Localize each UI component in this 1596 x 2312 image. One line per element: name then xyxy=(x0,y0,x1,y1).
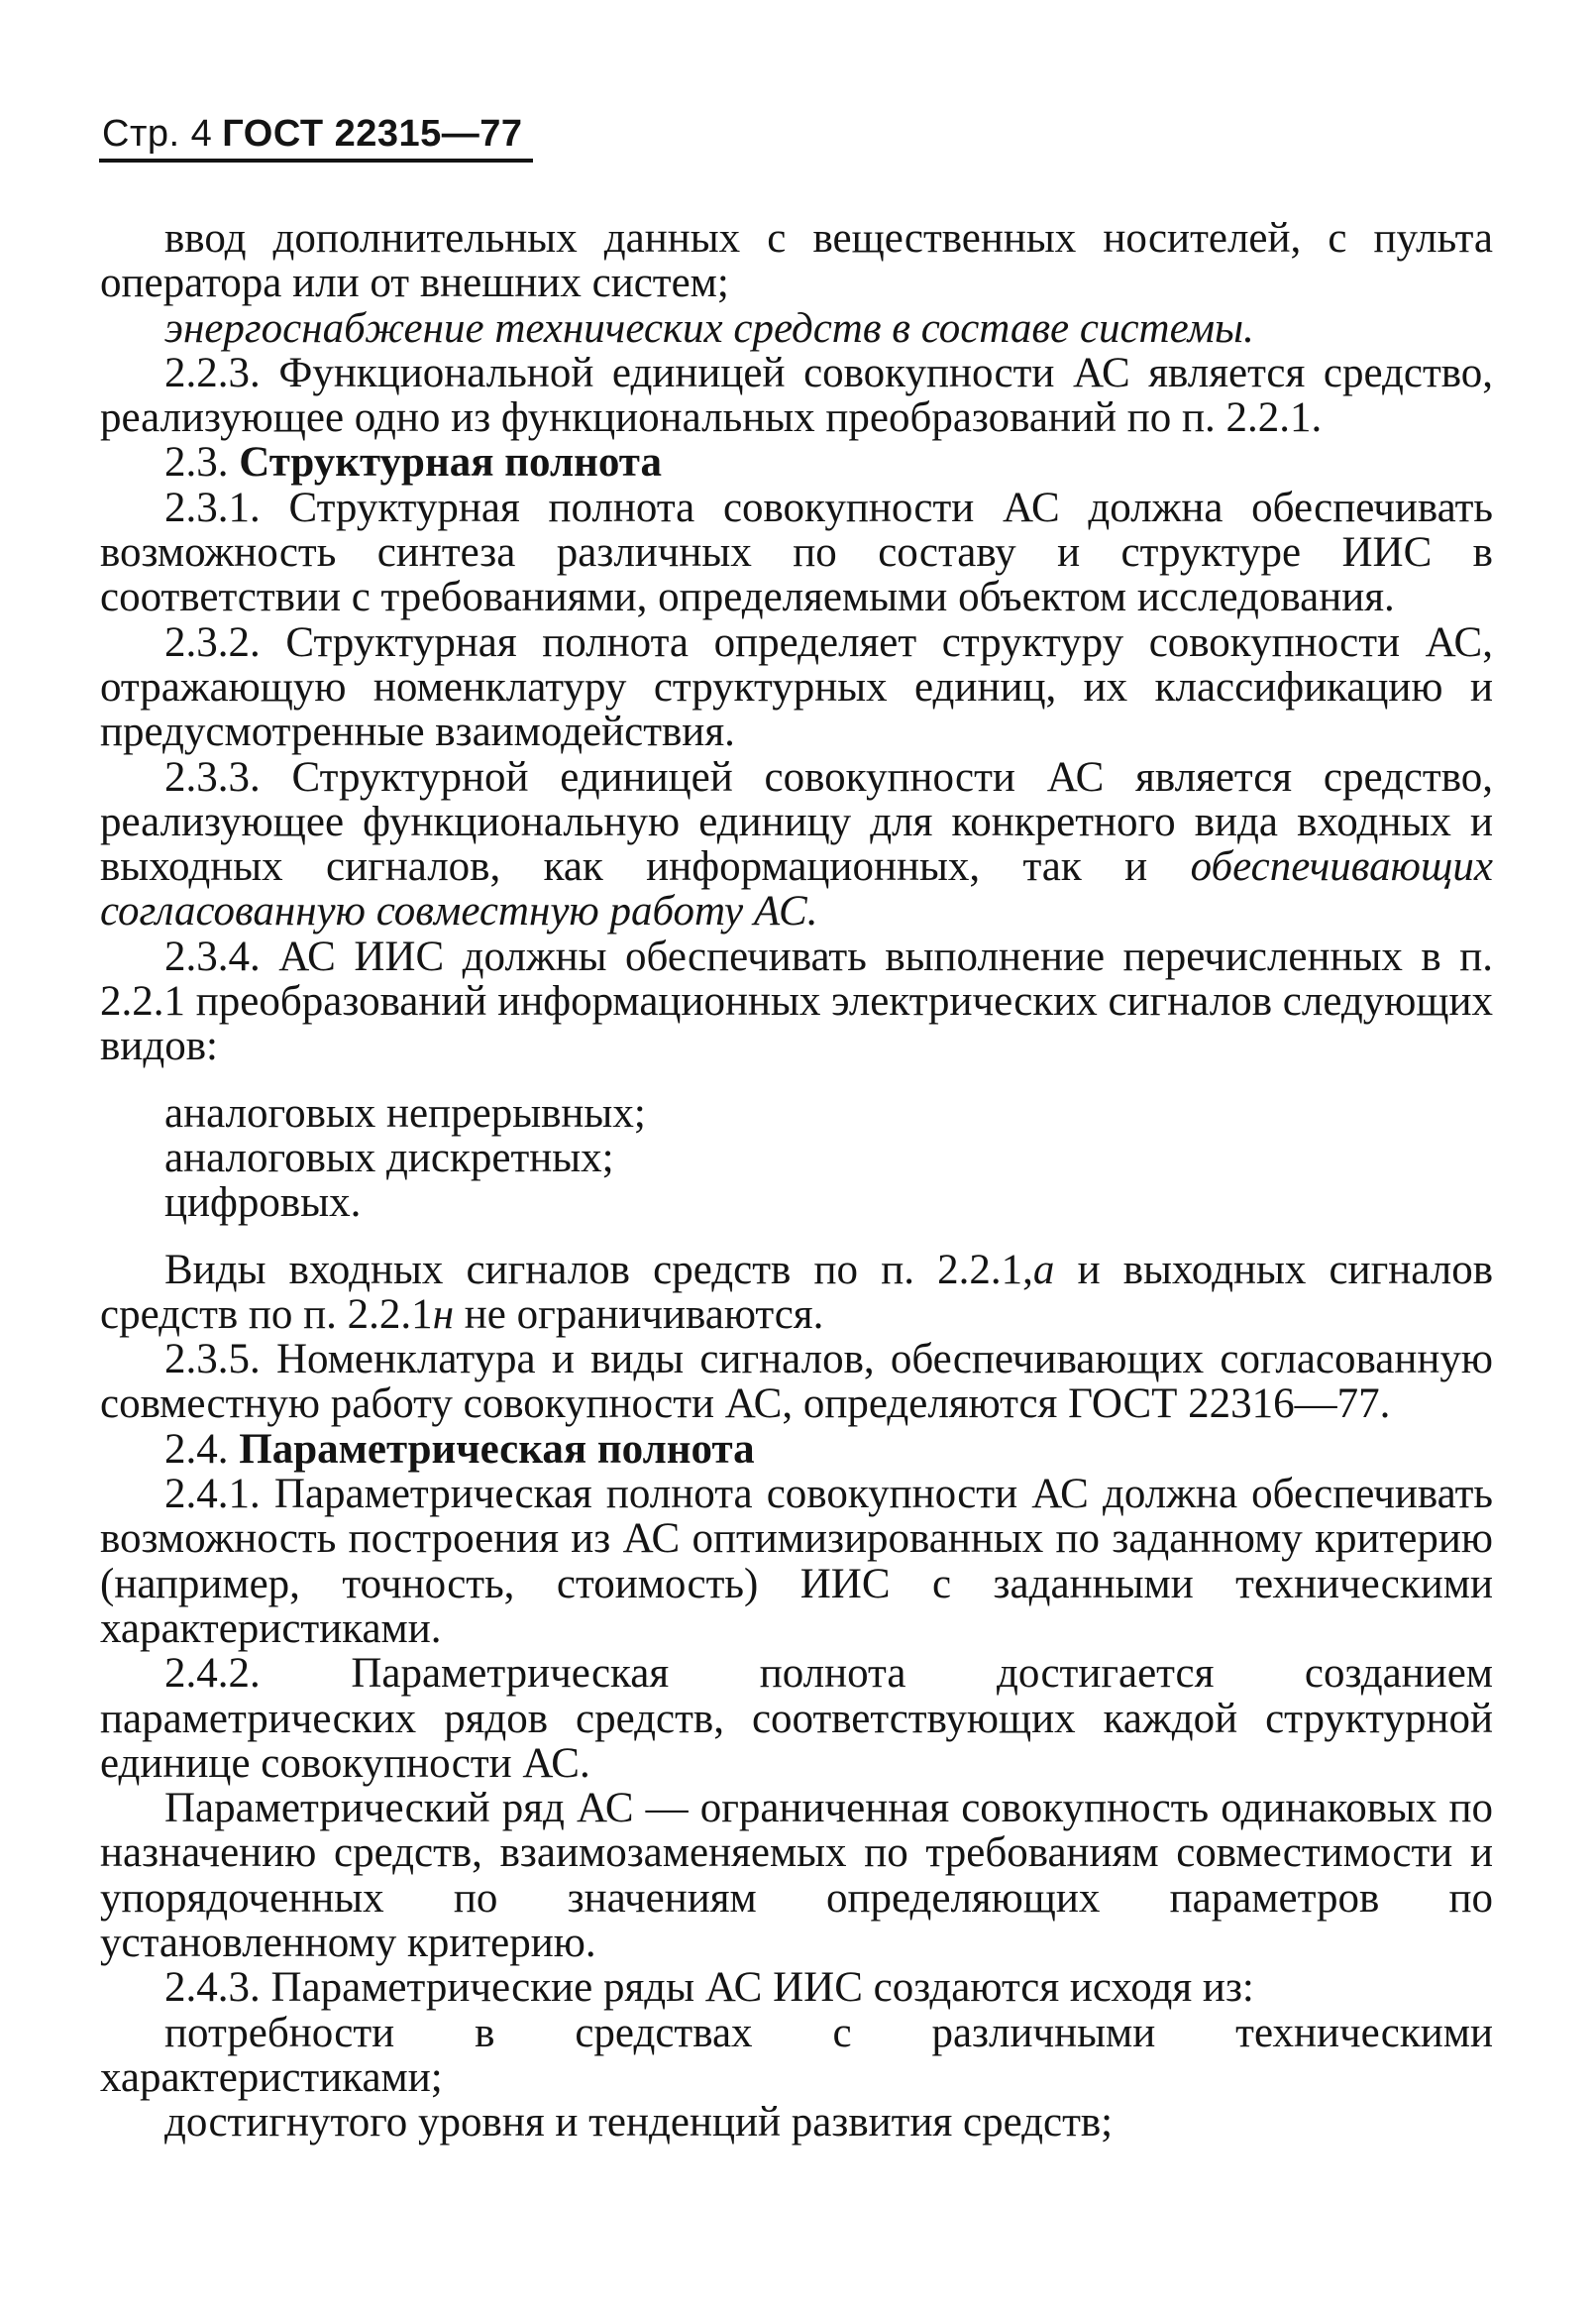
clause-2-3-3-italic-text: обеспечивающих согласованную совместную работу АС. xyxy=(100,843,1494,936)
signal-types-note xyxy=(100,1248,1493,1338)
section-number: 2.4. xyxy=(164,1425,229,1473)
paragraph-p17: достигнутого уровня и тенденций развития средств; xyxy=(164,2099,1114,2147)
paragraph-p2: энергоснабжение технических средств в составе системы. xyxy=(164,304,1254,352)
list-item: цифровых. xyxy=(164,1179,362,1227)
list-item: аналоговых непрерывных; xyxy=(164,1089,646,1137)
paragraph-p1: ввод дополнительных данных с вещественных носителей, с пульта оператора или от внешних систем; xyxy=(100,215,1493,307)
page-header xyxy=(102,111,523,157)
header-rule xyxy=(99,159,533,163)
clause-2-2-3: 2.2.3. Функциональной единицей совокупности АС является средство, реализующее одно из функциональных преобразований по п. 2.2.1. xyxy=(100,349,1493,442)
note-italic-letter-a: а xyxy=(1032,1246,1055,1293)
definition-paragraph: Параметрический ряд АС — ограниченная совокупность одинаковых по назначению средств, взаимозаменяемых по требованиям совместимости и упорядоченных по значениям определяющих параметров по установленному критерию. xyxy=(100,1785,1493,1966)
section-title: Параметрическая полнота xyxy=(239,1425,755,1473)
clause-2-3-1: 2.3.1. Структурная полнота совокупности АС должна обеспечивать возможность синтеза различных по составу и структуре ИИС в соответствии с требованиями, определяемыми объектом исследования. xyxy=(100,484,1493,621)
note-text: не ограничиваются. xyxy=(454,1290,824,1338)
clause-2-4-1: 2.4.1. Параметрическая полнота совокупности АС должна обеспечивать возможность построения из АС оптимизированных по заданному критерию (например, точность, стоимость) ИИС с заданными техническими характеристиками. xyxy=(100,1471,1493,1652)
section-heading-2-3 xyxy=(100,440,1493,485)
clause-2-4-3: 2.4.3. Параметрические ряды АС ИИС создаются исходя из: xyxy=(164,1964,1254,2012)
section-number: 2.3. xyxy=(164,439,229,487)
clause-2-3-4: 2.3.4. АС ИИС должны обеспечивать выполнение перечисленных в п. 2.2.1 преобразований информационных электрических сигналов следующих видов: xyxy=(100,933,1493,1070)
clause-2-3-5: 2.3.5. Номенклатура и виды сигналов, обеспечивающих согласованную совместную работу совокупности АС, определяются ГОСТ 22316—77. xyxy=(100,1336,1493,1428)
list-item: аналоговых дискретных; xyxy=(164,1134,614,1181)
section-heading-2-4 xyxy=(100,1427,1493,1472)
document-body xyxy=(100,216,1493,2145)
note-text: и выходных сигналов средств по п. 2.2.1 xyxy=(100,1246,1493,1338)
note-text: Виды входных сигналов средств по п. 2.2.1, xyxy=(164,1246,1033,1293)
clause-2-3-2: 2.3.2. Структурная полнота определяет структуру совокупности АС, отражающую номенклатуру структурных единиц, их классификацию и предусмотренные взаимодействия. xyxy=(100,618,1493,756)
clause-2-3-3-text: 2.3.3. Структурной единицей совокупности АС является средство, реализующее функциональную единицу для конкретного вида входных и выходных сигналов, как информационных, так и xyxy=(100,753,1493,891)
section-title: Структурная полнота xyxy=(239,439,662,487)
page-number-label: Стр. 4 xyxy=(102,113,213,155)
paragraph-p16: потребности в средствах с различными техническими характеристиками; xyxy=(100,2009,1493,2101)
clause-2-3-3 xyxy=(100,755,1493,935)
clause-2-4-2: 2.4.2. Параметрическая полнота достигается созданием параметрических рядов средств, соответствующих каждой структурной единице совокупности АС. xyxy=(100,1650,1493,1787)
note-italic-letter-n: н xyxy=(432,1290,455,1338)
standard-id-label: ГОСТ 22315—77 xyxy=(222,113,523,155)
